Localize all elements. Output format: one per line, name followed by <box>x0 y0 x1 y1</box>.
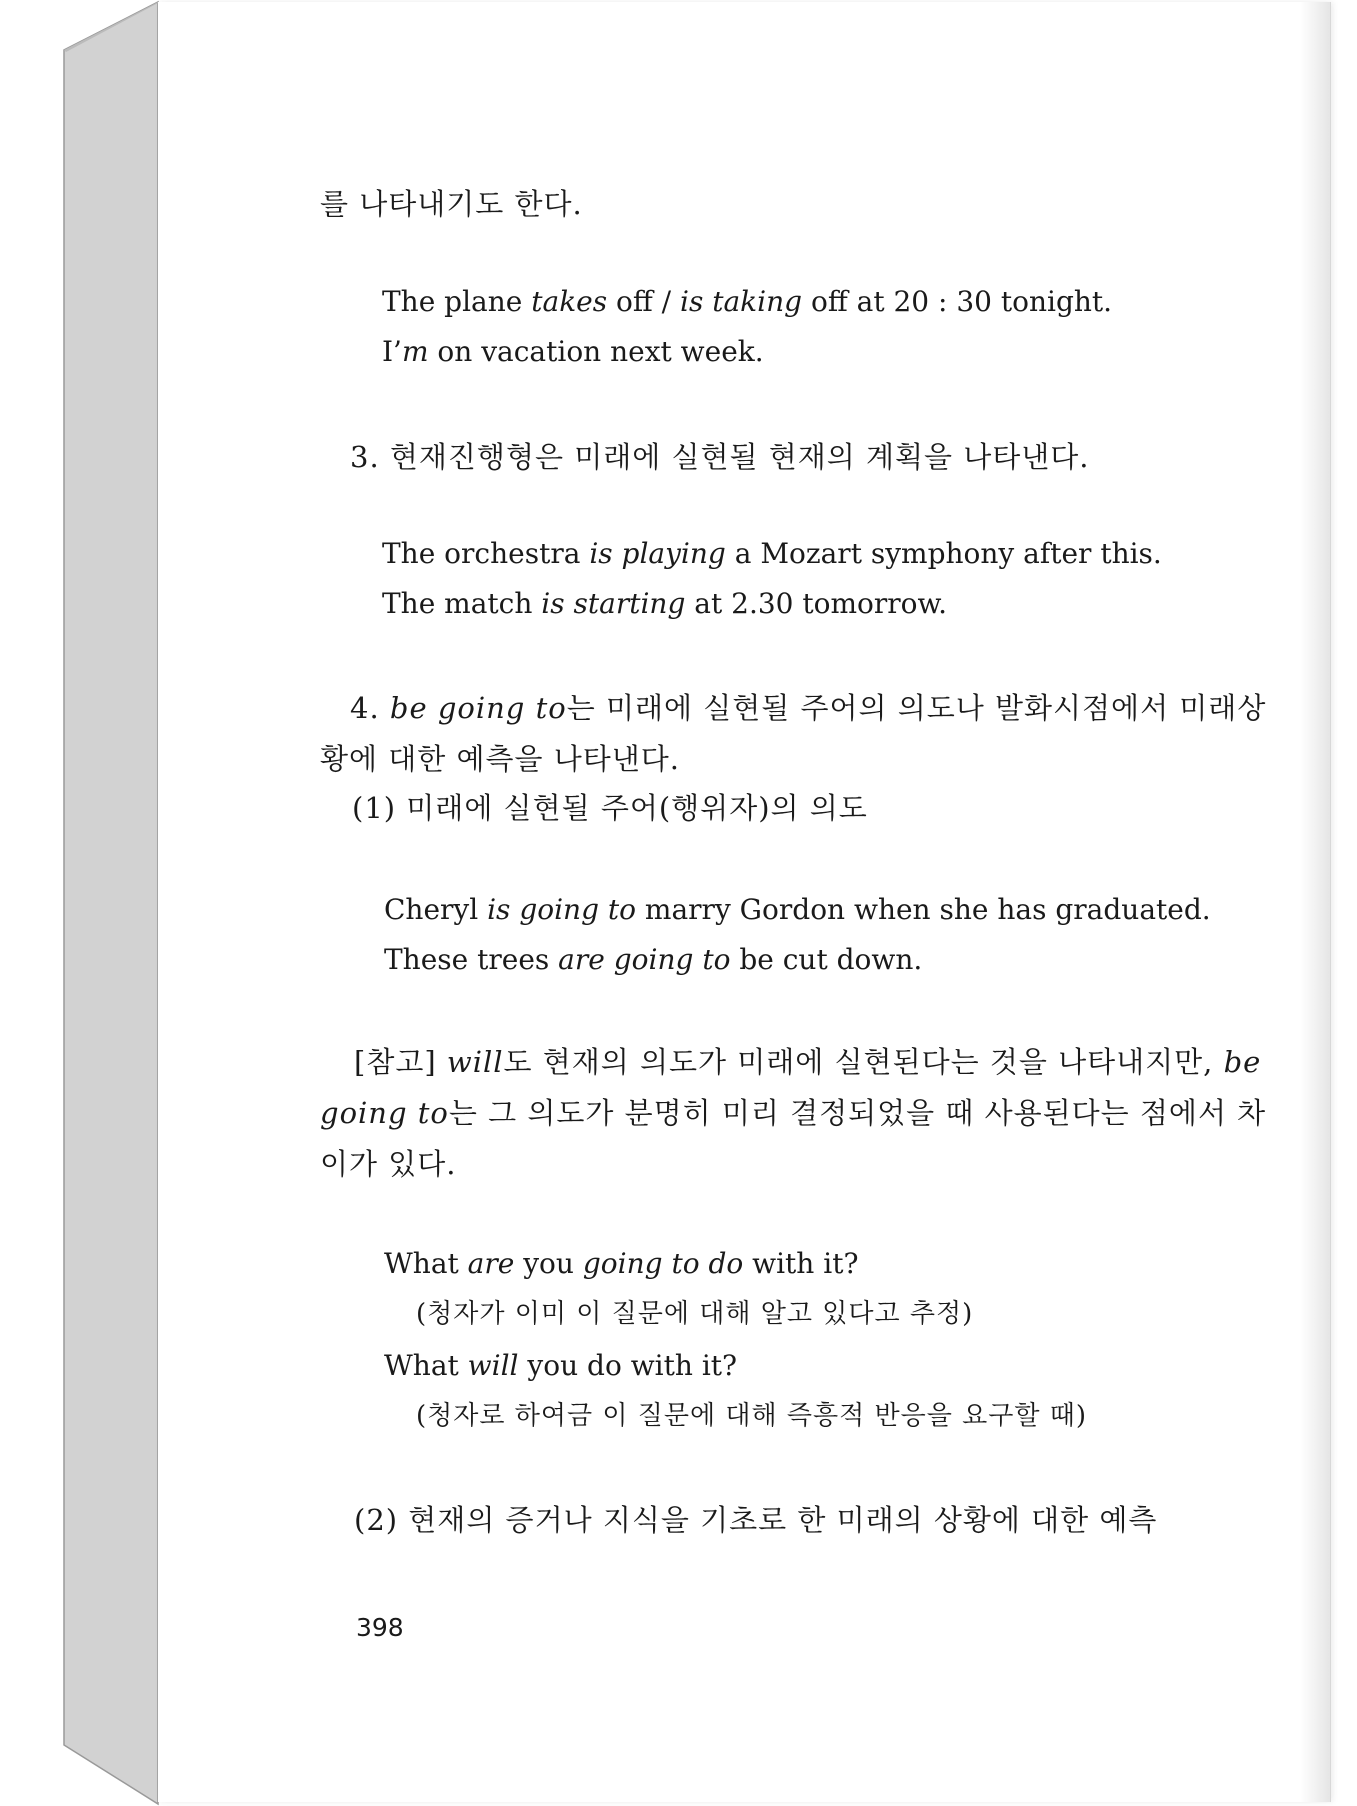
example-gloss: (청자가 이미 이 질문에 대해 알고 있다고 추정) <box>416 1299 974 1329</box>
example-sentence: The plane takes off / is taking off at 20 : 30 tonight. <box>382 285 1113 318</box>
text-line: 황에 대한 예측을 나타낸다. <box>320 742 681 776</box>
example-sentence: Cheryl is going to marry Gordon when she has graduated. <box>384 893 1211 926</box>
note-line: [참고] will도 현재의 의도가 미래에 실현된다는 것을 나타내지만, be <box>354 1045 1262 1079</box>
section-heading: 3. 현재진행형은 미래에 실현될 현재의 계획을 나타낸다. <box>350 440 1090 474</box>
page-number: 398 <box>356 1613 404 1642</box>
subsection-heading: (2) 현재의 증거나 지식을 기초로 한 미래의 상황에 대한 예측 <box>354 1503 1158 1537</box>
example-sentence: These trees are going to be cut down. <box>384 943 923 976</box>
example-sentence: What are you going to do with it? <box>384 1247 859 1280</box>
note-line: 이가 있다. <box>320 1147 457 1181</box>
example-gloss: (청자로 하여금 이 질문에 대해 즉흥적 반응을 요구할 때) <box>416 1401 1087 1431</box>
subsection-heading: (1) 미래에 실현될 주어(행위자)의 의도 <box>352 791 868 825</box>
example-sentence: The orchestra is playing a Mozart symphony after this. <box>382 537 1162 570</box>
note-line: going to는 그 의도가 분명히 미리 결정되었을 때 사용된다는 점에서 차 <box>320 1096 1267 1130</box>
page-edge-shadow <box>1300 2 1330 1802</box>
example-sentence: What will you do with it? <box>384 1349 738 1382</box>
example-sentence: I’m on vacation next week. <box>382 335 764 368</box>
example-sentence: The match is starting at 2.30 tomorrow. <box>382 587 948 620</box>
text-line: 를 나타내기도 한다. <box>320 187 583 221</box>
section-heading: 4. be going to는 미래에 실현될 주어의 의도나 발화시점에서 미래상 <box>350 691 1267 725</box>
book-page <box>158 2 1331 1802</box>
